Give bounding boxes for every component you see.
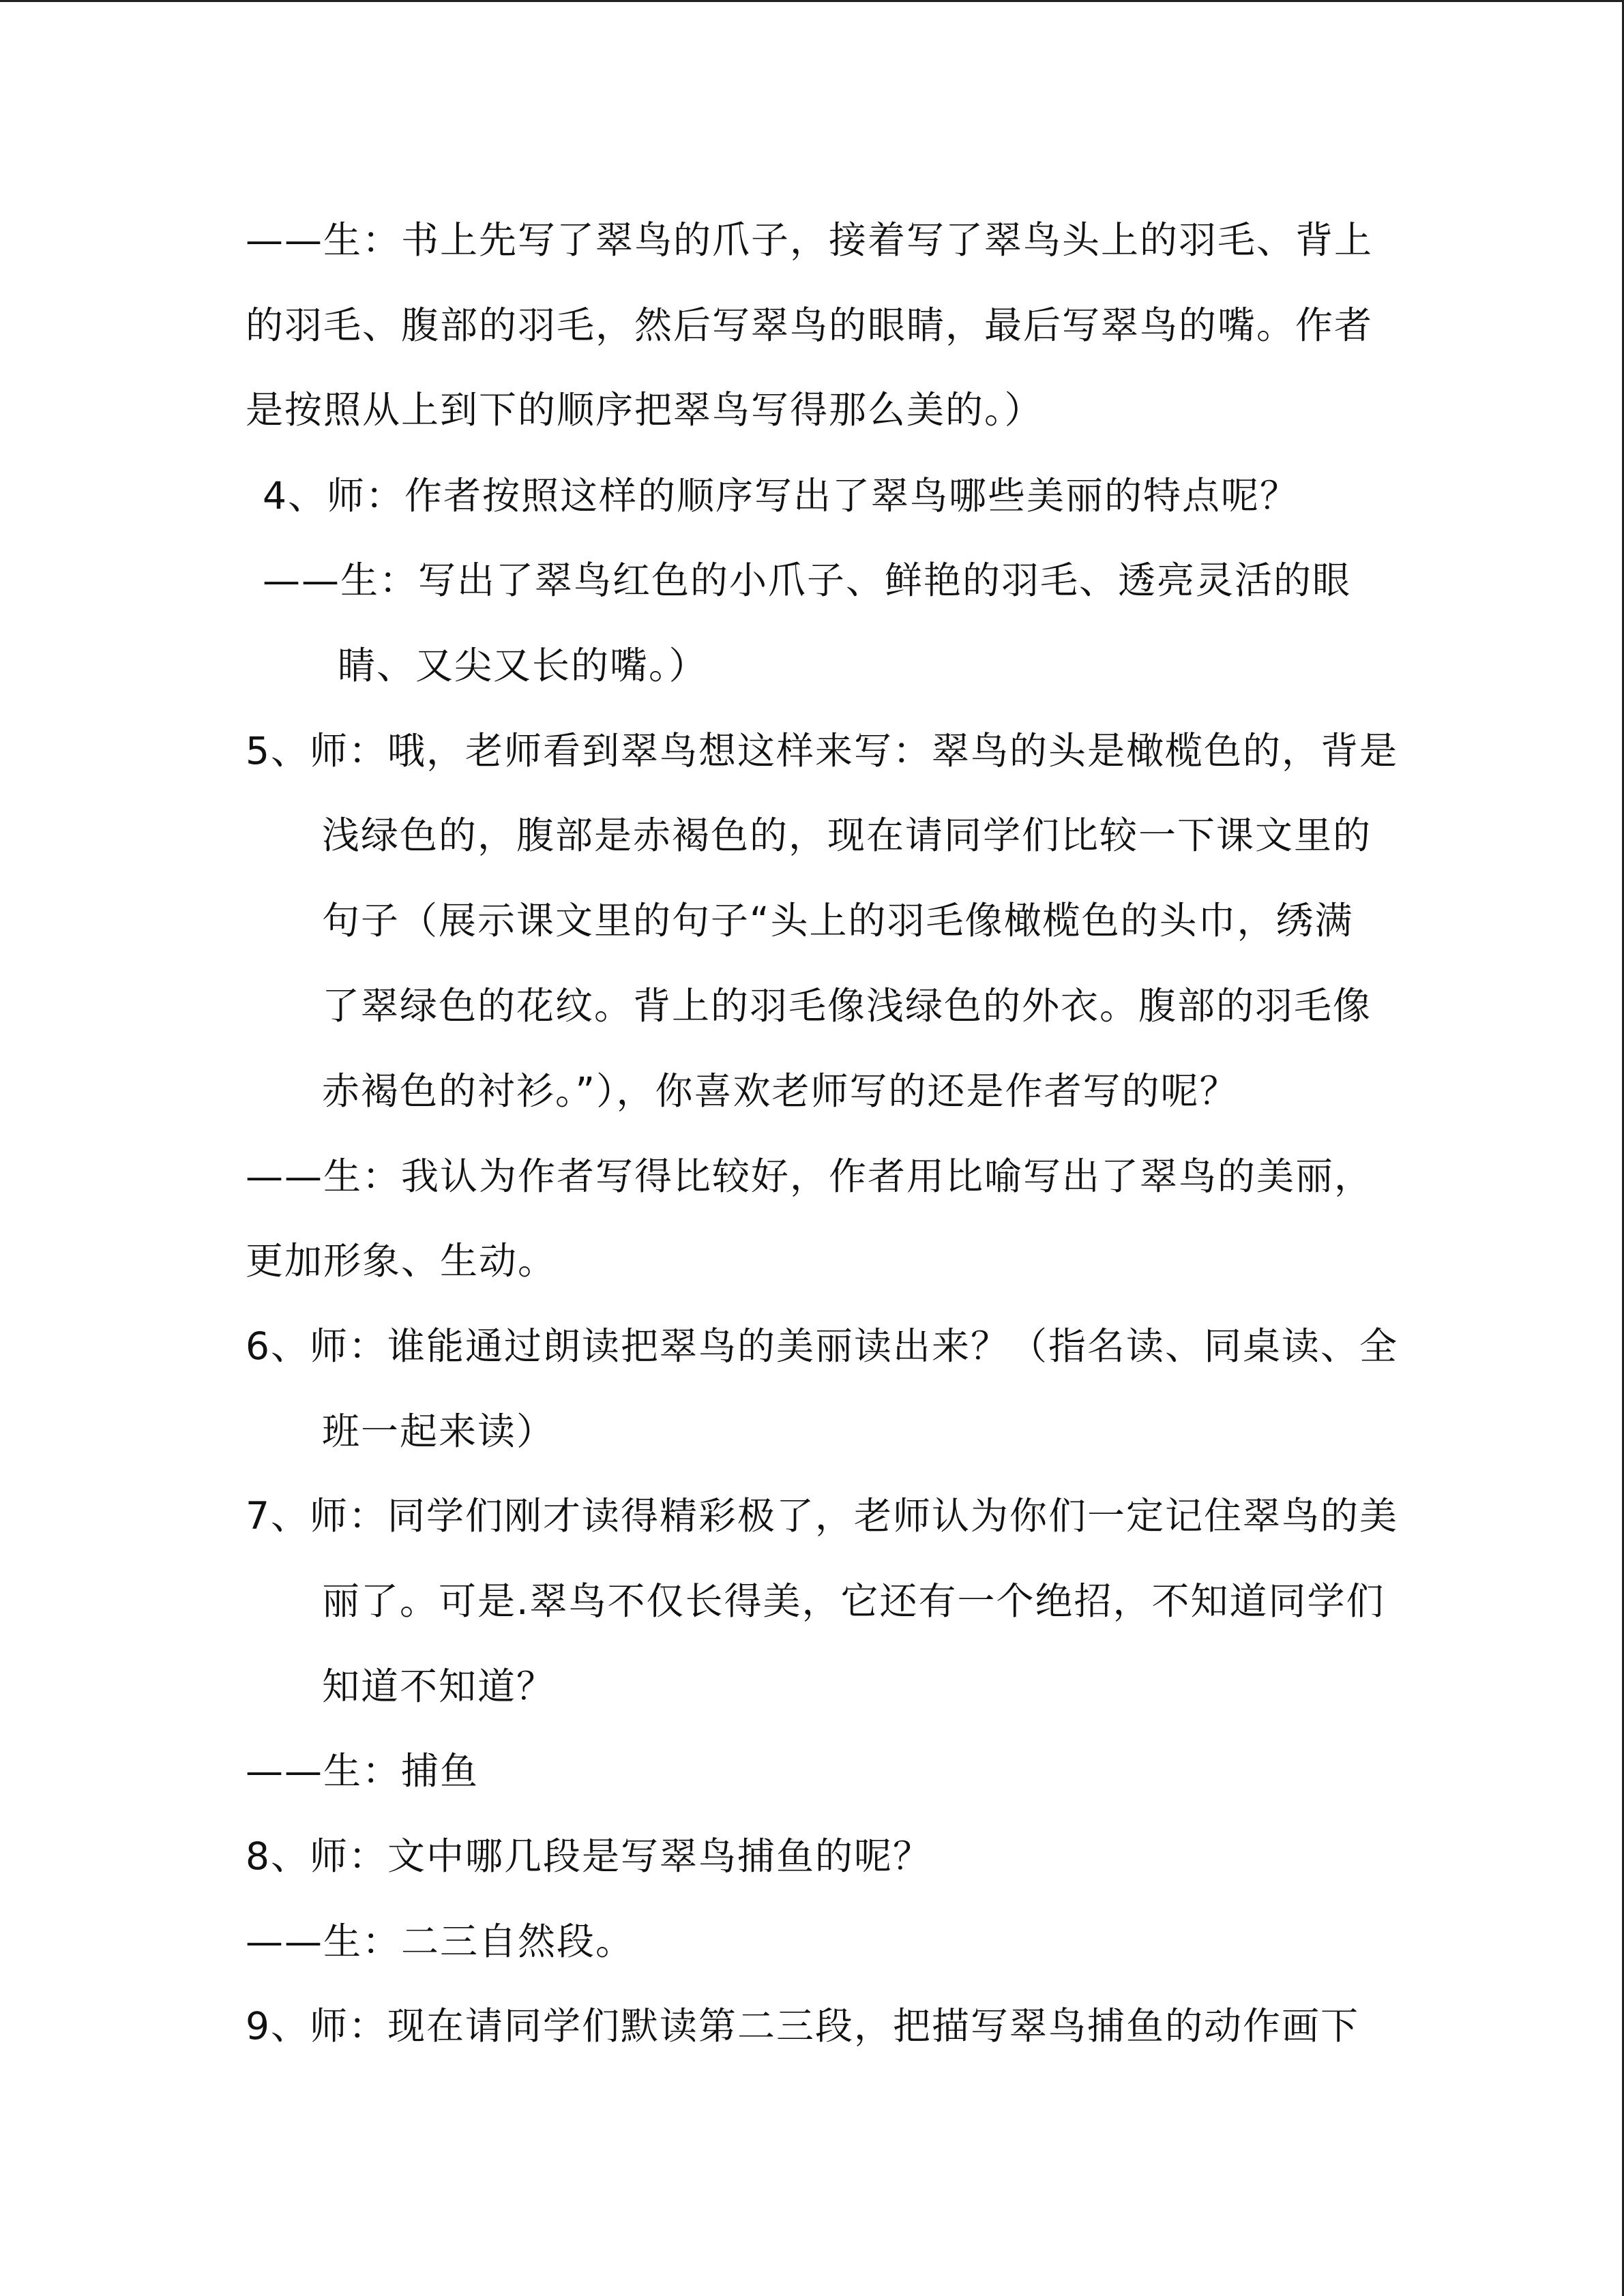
text-line: 7、师：同学们刚才读得精彩极了，老师认为你们一定记住翠鸟的美 — [246, 1494, 1398, 1538]
text-line: 丽了。可是.翠鸟不仅长得美，它还有一个绝招，不知道同学们 — [322, 1579, 1385, 1623]
text-line: 5、师：哦，老师看到翠鸟想这样来写：翠鸟的头是橄榄色的，背是 — [246, 729, 1398, 773]
text-line: 的羽毛、腹部的羽毛，然后写翠鸟的眼睛，最后写翠鸟的嘴。作者 — [246, 303, 1374, 347]
text-line: 班一起来读） — [322, 1410, 556, 1453]
text-line: 了翠绿色的花纹。背上的羽毛像浅绿色的外衣。腹部的羽毛像 — [322, 984, 1372, 1028]
text-line: ——生：书上先写了翠鸟的爪子，接着写了翠鸟头上的羽毛、背上 — [246, 218, 1374, 262]
text-line: 睛、又尖又长的嘴。） — [338, 644, 708, 687]
text-line: ——生：写出了翠鸟红色的小爪子、鲜艳的羽毛、透亮灵活的眼 — [263, 558, 1352, 602]
text-line: 句子（展示课文里的句子“头上的羽毛像橄榄色的头巾，绣满 — [322, 899, 1354, 942]
text-line: ——生：二三自然段。 — [246, 1920, 635, 1963]
text-line: 4、师：作者按照这样的顺序写出了翠鸟哪些美丽的特点呢？ — [263, 474, 1299, 518]
text-line: ——生：我认为作者写得比较好，作者用比喻写出了翠鸟的美丽， — [246, 1154, 1374, 1198]
text-line: 知道不知道？ — [322, 1665, 556, 1708]
text-line: ——生：捕鱼 — [246, 1749, 479, 1793]
text-line: 8、师：文中哪几段是写翠鸟捕鱼的呢？ — [246, 1834, 932, 1878]
text-line: 是按照从上到下的顺序把翠鸟写得那么美的。） — [246, 388, 1044, 432]
text-line: 浅绿色的，腹部是赤褐色的，现在请同学们比较一下课文里的 — [322, 814, 1372, 857]
text-line: 9、师：现在请同学们默读第二三段，把描写翠鸟捕鱼的动作画下 — [246, 2004, 1359, 2048]
text-line: 6、师：谁能通过朗读把翠鸟的美丽读出来？（指名读、同桌读、全 — [246, 1324, 1398, 1368]
text-line: 赤褐色的衬衫。”），你喜欢老师写的还是作者写的呢？ — [322, 1069, 1239, 1113]
page-border-top — [0, 0, 1624, 2]
text-line: 更加形象、生动。 — [246, 1239, 557, 1283]
